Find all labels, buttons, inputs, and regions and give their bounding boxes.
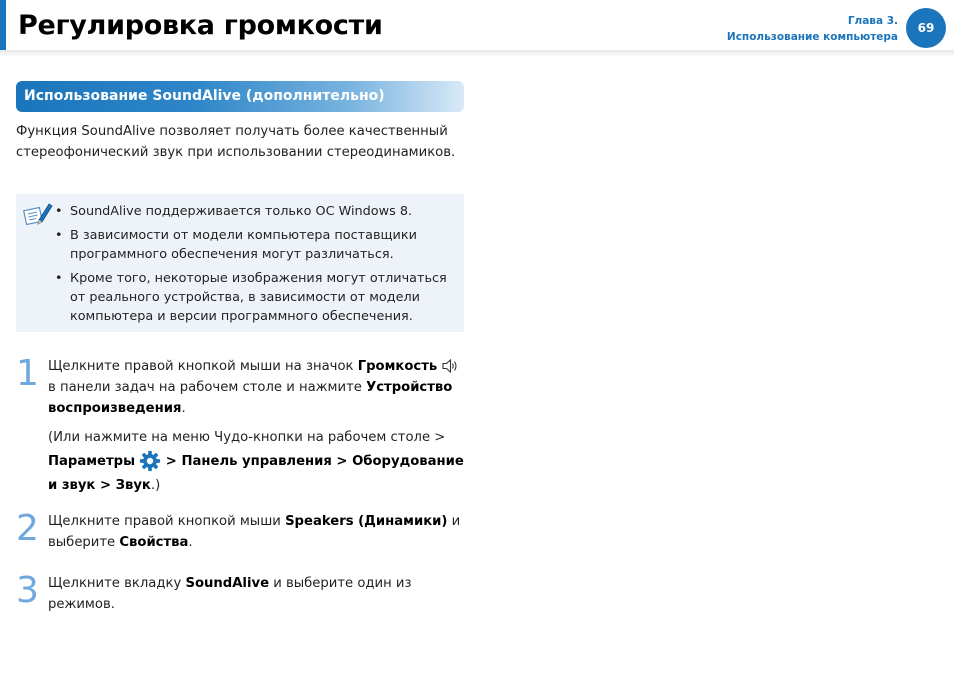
header-divider xyxy=(0,50,954,57)
page-title: Регулировка громкости xyxy=(18,10,383,41)
note-item: • Кроме того, некоторые изображения могут отличаться от реального устройства, в зависимости от модели компьютера и версии программного обеспечения. xyxy=(52,269,457,326)
section-title: Использование SoundAlive (дополнительно) xyxy=(24,88,385,104)
step-text-segment: Щелкните правой кнопкой мыши на значок xyxy=(48,359,358,374)
properties-label: Свойства xyxy=(119,535,189,550)
playback-devices-label: Устройство воспроизведения xyxy=(48,380,453,416)
chapter-number: Глава 3. xyxy=(847,15,898,27)
step-text-segment: и выберите xyxy=(48,514,461,550)
section-heading-bar xyxy=(16,81,464,112)
page-number-badge xyxy=(906,8,946,48)
note-item: • SoundAlive поддерживается только ОС Windows 8. xyxy=(52,202,457,221)
step-2-main xyxy=(48,511,466,553)
step-1-alternative xyxy=(48,426,466,498)
note-item: • В зависимости от модели компьютера поставщики программного обеспечения могут различаться. xyxy=(52,226,457,264)
step-text-segment: Щелкните правой кнопкой мыши xyxy=(48,514,286,529)
step-text-segment: и выберите один из режимов. xyxy=(48,576,412,612)
page-number: 69 xyxy=(917,21,935,35)
step-1-text xyxy=(48,356,466,498)
speaker-icon xyxy=(441,357,459,375)
step-text-segment: (Или нажмите на меню Чудо-кнопки на рабочем столе > xyxy=(48,430,446,445)
step-2-text xyxy=(48,511,466,553)
step-text-segment: . xyxy=(181,401,186,416)
soundalive-tab-label: SoundAlive xyxy=(185,576,270,591)
gear-icon xyxy=(139,450,161,472)
step-2-number: 2 xyxy=(16,508,39,549)
note-box xyxy=(16,194,464,332)
step-1-number: 1 xyxy=(16,353,39,394)
step-text-segment: Щелкните вкладку xyxy=(48,576,186,591)
settings-label: Параметры xyxy=(48,454,136,469)
chapter-title: Использование компьютера xyxy=(726,31,898,43)
speakers-label: Speakers (Динамики) xyxy=(285,514,448,529)
note-pencil-icon xyxy=(22,200,54,230)
control-panel-path-label: > Панель управления > Оборудование и звук > Звук xyxy=(48,454,464,493)
step-3-text xyxy=(48,573,466,615)
note-list xyxy=(52,202,457,331)
intro-paragraph: Функция SoundAlive позволяет получать более качественный стереофонический звук при использовании стереодинамиков. xyxy=(16,124,456,160)
step-text-segment: . xyxy=(188,535,193,550)
step-text-segment: в панели задач на рабочем столе и нажмите xyxy=(48,380,367,395)
step-3-main xyxy=(48,573,466,615)
chapter-label xyxy=(727,13,898,45)
volume-label: Громкость xyxy=(357,359,438,374)
step-1-main xyxy=(48,356,466,419)
header-accent-bar xyxy=(0,0,6,52)
step-3-number: 3 xyxy=(16,570,39,611)
step-text-segment: .) xyxy=(150,478,161,493)
